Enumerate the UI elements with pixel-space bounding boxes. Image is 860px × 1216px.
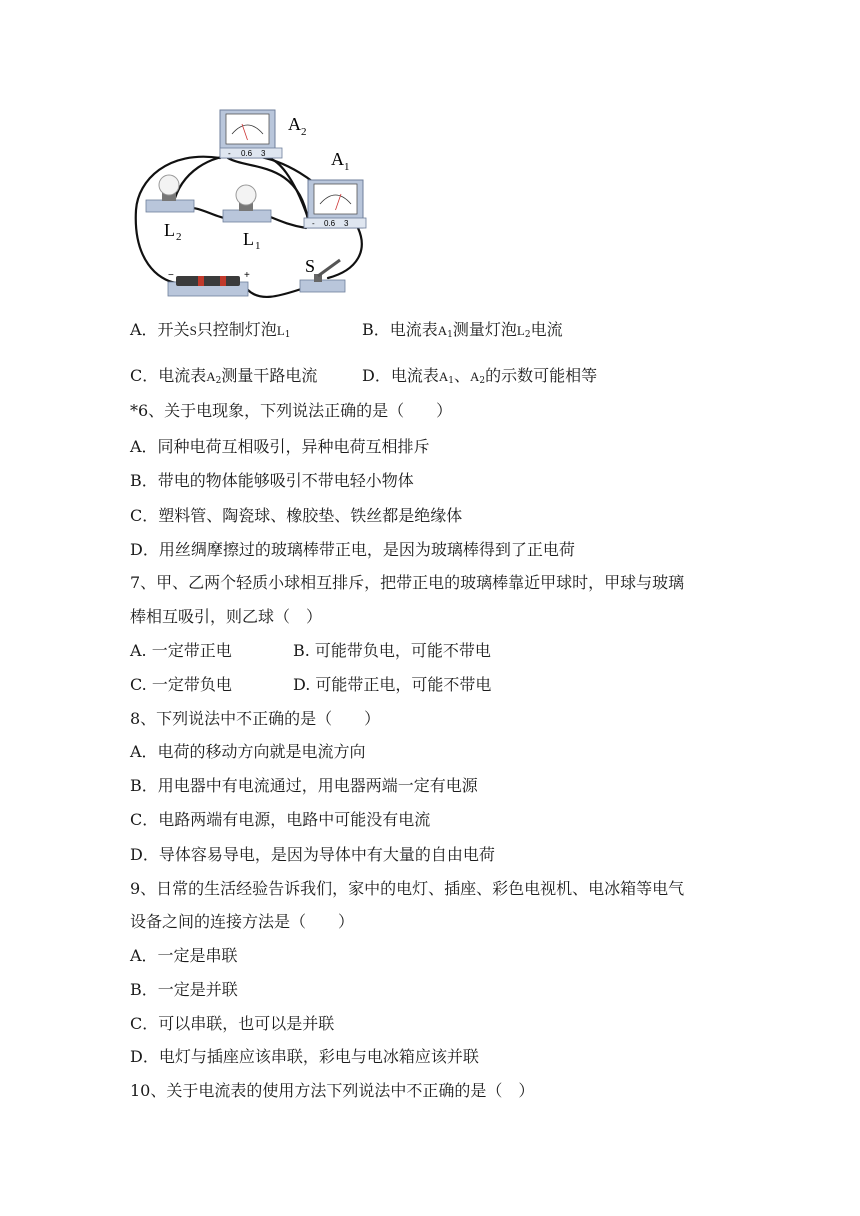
q5-options-row1 (130, 320, 563, 345)
meter-minus-label: - (228, 149, 231, 158)
bulb-l1 (223, 185, 271, 222)
q7-option-d: D. 可能带正电，可能不带电 (293, 675, 492, 694)
q9-stem-line2: 设备之间的连接方法是（ ） (130, 912, 355, 931)
bulb-l2 (146, 175, 194, 212)
meter-minus-label: - (312, 219, 315, 228)
meter-scale-label: 0.6 (241, 149, 253, 158)
q9-stem-line1: 9、日常的生活经验告诉我们，家中的电灯、插座、彩色电视机、电冰箱等电气 (130, 879, 685, 898)
q8-option-a: A．电荷的移动方向就是电流方向 (130, 742, 366, 761)
ammeter-a1 (304, 180, 366, 228)
q8-option-d: D．导体容易导电，是因为导体中有大量的自由电荷 (130, 845, 495, 864)
wire (136, 157, 220, 283)
q6-stem: *6、关于电现象，下列说法正确的是（ ） (130, 401, 453, 420)
q5-options-row2 (130, 366, 598, 391)
meter-scale-label: 0.6 (324, 219, 336, 228)
ammeter-a2-label: A (288, 114, 301, 134)
battery-pack (168, 276, 248, 296)
q8-stem: 8、下列说法中不正确的是（ ） (130, 709, 381, 728)
q6-option-a: A．同种电荷互相吸引，异种电荷互相排斥 (130, 437, 430, 456)
meter-scale-label: 3 (344, 219, 349, 228)
battery-minus-label: − (168, 270, 174, 281)
switch-s-label: S (305, 256, 316, 276)
bulb-l1-label: L (243, 229, 254, 249)
battery-plus-label: + (244, 270, 250, 281)
ammeter-a2 (220, 110, 282, 158)
ammeter-a1-label: A (331, 149, 344, 169)
ammeter-a1-subscript: 1 (344, 161, 350, 173)
q7-options-row2 (130, 675, 492, 695)
q9-option-a: A．一定是串联 (130, 946, 238, 965)
q9-option-c: C．可以串联，也可以是并联 (130, 1014, 335, 1033)
q8-option-b: B．用电器中有电流通过，用电器两端一定有电源 (130, 776, 478, 795)
q5-option-d: D．电流表$A_1$、$A_2$的示数可能相等 (362, 366, 598, 386)
bulb-l2-subscript: 2 (176, 231, 182, 243)
wire (328, 228, 362, 278)
q7-option-b: B. 可能带负电，可能不带电 (293, 641, 491, 660)
q8-option-c: C．电路两端有电源，电路中可能没有电流 (130, 810, 431, 829)
meter-scale-label: 3 (261, 149, 266, 158)
q7-stem-line2: 棒相互吸引，则乙球（ ） (130, 607, 323, 626)
q7-option-a: A. 一定带正电 (130, 641, 232, 660)
q5-option-c: C．电流表$A_2$测量干路电流 (130, 366, 318, 386)
q9-option-d: D．电灯与插座应该串联，彩电与电冰箱应该并联 (130, 1047, 479, 1066)
ammeter-a2-subscript: 2 (301, 126, 307, 138)
circuit-diagram (128, 100, 408, 305)
q5-option-a: A．开关S只控制灯泡$L_1$ (130, 320, 291, 340)
q6-option-d: D．用丝绸摩擦过的玻璃棒带正电，是因为玻璃棒得到了正电荷 (130, 540, 575, 559)
q7-options-row1 (130, 641, 491, 661)
q6-option-c: C．塑料管、陶瓷球、橡胶垫、铁丝都是绝缘体 (130, 506, 463, 525)
q7-option-c: C. 一定带负电 (130, 675, 232, 694)
q10-stem: 10、关于电流表的使用方法下列说法中不正确的是（ ） (130, 1081, 535, 1100)
bulb-l1-subscript: 1 (255, 240, 261, 252)
q6-option-b: B．带电的物体能够吸引不带电轻小物体 (130, 471, 414, 490)
q5-option-b: B．电流表$A_1$测量灯泡$L_2$电流 (362, 320, 563, 340)
q9-option-b: B．一定是并联 (130, 980, 238, 999)
q7-stem-line1: 7、甲、乙两个轻质小球相互排斥，把带正电的玻璃棒靠近甲球时，甲球与玻璃 (130, 573, 685, 592)
bulb-l2-label: L (164, 220, 175, 240)
